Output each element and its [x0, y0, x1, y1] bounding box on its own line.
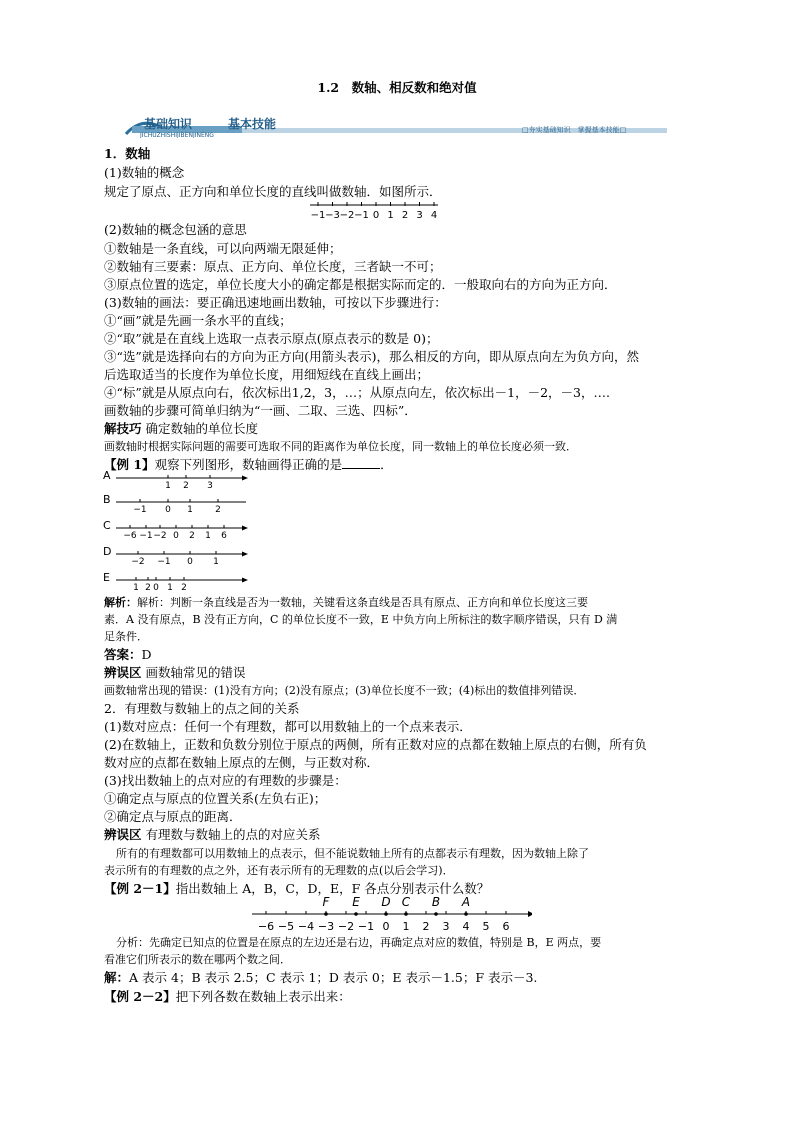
tick-label: 2 [145, 583, 151, 592]
tick-label: 2 [183, 481, 189, 491]
text-line: ③原点位置的选定，单位长度大小的确定都是根据实际而定的．一般取向右的方向为正方向． [104, 277, 617, 292]
text-line: 后选取适当的长度作为单位长度，用细短线在直线上画出； [104, 367, 430, 382]
example-2-1-number-line [252, 896, 532, 936]
tick-label: 1 [205, 531, 211, 541]
example-2-1: 【例 2－1】指出数轴上 A，B，C，D，E，F 各点分别表示什么数？ [104, 881, 490, 896]
tick-label: −3 [325, 210, 340, 221]
text-line: ④“标”就是从原点向右，依次标出1,2，3，…；从原点向左，依次标出－1，－2，－3，…. [104, 385, 610, 400]
tick-label: −1 [133, 505, 147, 515]
text-line: (1)数对应点：任何一个有理数，都可以用数轴上的一个点来表示． [104, 719, 472, 734]
tick-label: 1 [133, 583, 139, 592]
answer-blank [342, 456, 380, 469]
point-d [384, 912, 388, 916]
point-a [464, 912, 468, 916]
tick-label: 1 [387, 210, 394, 221]
error-heading-1: 辨误区 画数轴常见的错误 [104, 665, 246, 680]
axis-option-label: E [103, 571, 110, 584]
example-2-2: 【例 2－2】把下列各数在数轴上表示出来： [104, 989, 351, 1004]
tick-label: 4 [462, 920, 470, 933]
banner-main-2: 基本技能 [228, 117, 277, 131]
tick-label: −2 [337, 920, 355, 933]
tick-label: 2 [401, 210, 409, 221]
point-label: A [461, 896, 471, 909]
text-line: (2)在数轴上，正数和负数分别位于原点的两侧，所有正数对应的点都在数轴上原点的右侧，所有负 [104, 737, 647, 752]
tick-label: 1 [167, 583, 173, 592]
tick-label: −6 [123, 531, 137, 541]
tick-label: −3 [317, 920, 335, 933]
error-body-2: 表示所有的有理数的点之外，还有表示所有的无理数的点(以后会学习)． [104, 864, 454, 877]
tick-label: −2 [131, 557, 145, 567]
text-line: ②数轴有三要素：原点、正方向、单位长度，三者缺一不可； [104, 259, 442, 274]
solution-1-line: 解析：解析：判断一条直线是否为一数轴，关键看这条直线是否具有原点、正方向和单位长度这三要 [104, 596, 588, 609]
error-body-1: 画数轴常出现的错误：(1)没有方向；(2)没有原点；(3)单位长度不一致；(4)标出的数值排列错误． [104, 684, 585, 697]
tick-label: 0 [372, 210, 380, 221]
tick-label: 0 [187, 557, 193, 567]
point-label: D [381, 896, 391, 909]
tick-label: 3 [416, 210, 423, 221]
tick-label: 0 [382, 920, 390, 933]
point-f [324, 912, 328, 916]
tick-label: −2 [153, 531, 167, 541]
section-banner [122, 114, 670, 138]
tick-label: 2 [189, 531, 195, 541]
solution-2-1: 解：A 表示 4；B 表示 2.5；C 表示 1；D 表示 0；E 表示－1.5；F 表示－3. [104, 970, 538, 985]
tick-label: −2 [339, 210, 355, 221]
text-line: 规定了原点、正方向和单位长度的直线叫做数轴．如图所示． [104, 184, 442, 199]
tick-label: 1 [402, 920, 410, 933]
axis-arrow [242, 476, 248, 481]
banner-main: 基础知识 [144, 117, 193, 131]
tick-label: −1 [157, 557, 171, 567]
banner-sub: JICHUZHISHIJIBENJINENG [140, 132, 214, 138]
error-body-2: 所有的有理数都可以用数轴上的点表示，但不能说数轴上所有的点都表示有理数，因为数轴上除了 [116, 847, 589, 860]
tick-label: −1 [357, 920, 375, 933]
section-heading-1: 1．数轴 [104, 146, 151, 161]
error-heading-2: 辨误区 有理数与数轴上的点的对应关系 [104, 827, 321, 842]
tip-heading: 解技巧 确定数轴的单位长度 [104, 421, 259, 436]
point-label: C [401, 896, 411, 909]
tip-body: 画数轴时根据实际问题的需要可选取不同的距离作为单位长度，同一数轴上的单位长度必须一致． [104, 440, 577, 453]
tick-label: 2 [422, 920, 430, 933]
axis-option-label: C [103, 519, 111, 532]
text-line: (3)找出数轴上的点对应的有理数的步骤是： [104, 773, 347, 788]
axis-option-label: B [103, 493, 111, 506]
tick-label: 6 [221, 531, 227, 541]
example-1: 【例 1】观察下列图形，数轴画得正确的是 ． [104, 457, 393, 472]
text-line: ②确定点与原点的距离． [104, 809, 242, 824]
analysis-2-1: 看准它们所表示的数在哪两个数之间． [104, 953, 291, 966]
answer-1: 答案：D [104, 647, 152, 662]
text-line: 数对应的点都在数轴上原点的左侧，与正数对称． [104, 755, 380, 770]
tick-label: 1 [165, 481, 171, 491]
axis-option-label: A [103, 470, 111, 482]
text-line: ①“画”就是先画一条水平的直线； [104, 313, 292, 328]
tick-label: −1 [354, 210, 369, 221]
tick-label: −1 [310, 210, 326, 221]
page-title: 1.2 数轴、相反数和绝对值 [317, 80, 477, 95]
text-line: ①确定点与原点的位置关系(左负右正)； [104, 791, 327, 806]
analysis-2-1: 分析：先确定已知点的位置是在原点的左边还是右边，再确定点对应的数值，特别是 B，E 两点，要 [116, 936, 602, 949]
axis-arrow [242, 578, 248, 583]
solution-1-line: 足条件． [104, 630, 148, 643]
tick-label: 0 [173, 531, 179, 541]
tick-label: 2 [181, 583, 187, 592]
text-line: ②“取”就是在直线上选取一点表示原点(原点表示的数是 0)； [104, 331, 439, 346]
tick-label: 3 [207, 481, 213, 491]
example-1-axes [100, 470, 260, 592]
tick-label: 1 [213, 557, 219, 567]
axis-option-label: D [103, 545, 112, 558]
tick-label: 2 [215, 505, 221, 515]
text-line: 画数轴的步骤可简单归纳为“一画、二取、三选、四标”． [104, 403, 417, 418]
point-label: F [322, 896, 330, 909]
tick-label: −5 [277, 920, 295, 933]
tick-label: 1 [187, 505, 193, 515]
point-label: E [352, 896, 360, 909]
banner-right: □夯实基础知识 掌握基本技能□ [522, 126, 627, 134]
section-heading-2: 2．有理数与数轴上的点之间的关系 [104, 701, 300, 716]
tick-label: 4 [430, 210, 438, 221]
axis-arrow [242, 526, 248, 531]
tick-label: −6 [257, 920, 275, 933]
tick-label: −4 [297, 920, 315, 933]
text-line: ①数轴是一条直线，可以向两端无限延伸； [104, 241, 342, 256]
tick-label: −1 [139, 531, 153, 541]
point-c [404, 912, 408, 916]
main-number-line [310, 201, 440, 223]
text-line: (3)数轴的画法：要正确迅速地画出数轴，可按以下步骤进行： [104, 295, 447, 310]
point-label: B [431, 896, 441, 909]
point-b [434, 912, 438, 916]
text-line: ③“选”就是选择向右的方向为正方向(用箭头表示)，那么相反的方向，即从原点向左为负方向，然 [104, 349, 640, 364]
tick-label: 5 [482, 920, 490, 933]
solution-1-line: 素．A 没有原点，B 没有正方向，C 的单位长度不一致，E 中负方向上所标注的数字顺序错误，只有 D 满 [104, 613, 618, 626]
tick-label: 0 [165, 505, 171, 515]
text-line: (2)数轴的概念包涵的意思 [104, 222, 247, 237]
point-e [354, 912, 358, 916]
tick-label: 6 [502, 920, 510, 933]
tick-label: 3 [442, 920, 450, 933]
tick-label: 0 [153, 583, 159, 592]
axis-arrow [242, 552, 248, 557]
text-line: (1)数轴的概念 [104, 165, 185, 180]
